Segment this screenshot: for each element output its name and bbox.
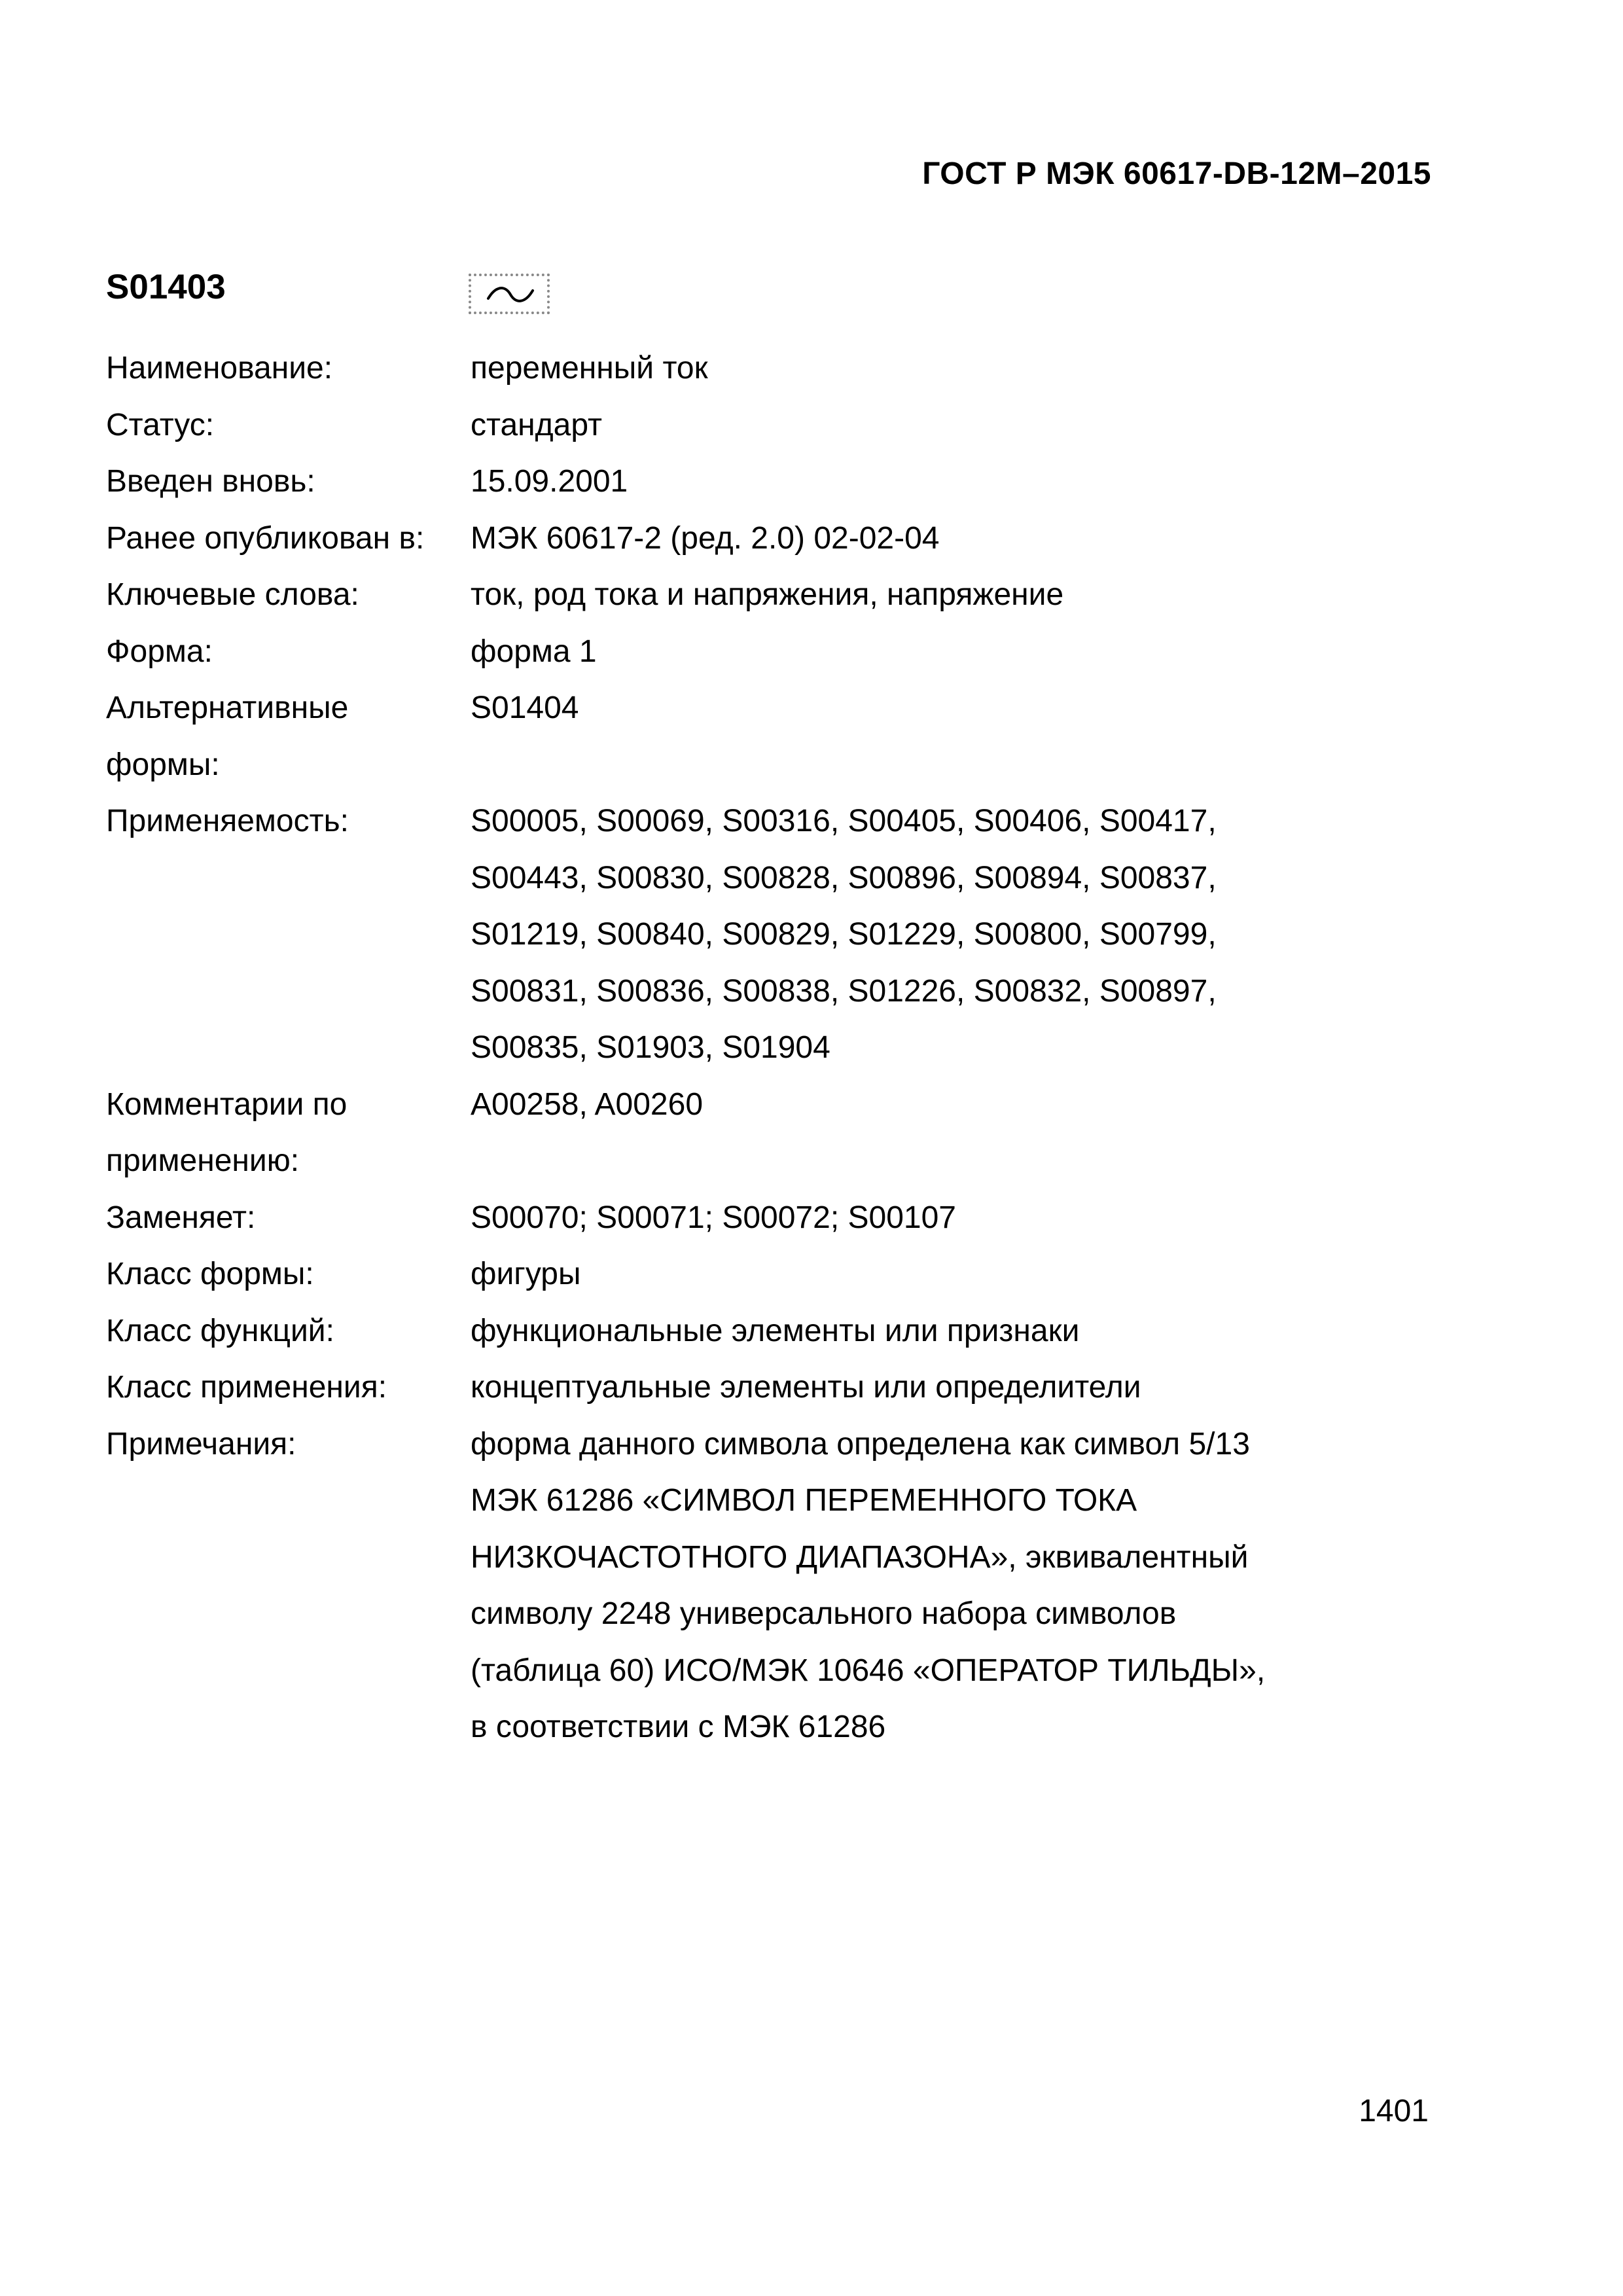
field-label-line: формы: <box>106 747 220 782</box>
symbol-attributes <box>106 340 1480 1756</box>
field-label <box>106 340 471 397</box>
field-label-line: Класс формы: <box>106 1257 314 1291</box>
field-row <box>106 1416 1480 1756</box>
field-row <box>106 1359 1480 1416</box>
field-value-line: S01404 <box>471 691 579 725</box>
field-value <box>471 680 1480 737</box>
field-value-line: концептуальные элементы или определители <box>471 1370 1141 1405</box>
document-header: ГОСТ Р МЭК 60617-DB-12M–2015 <box>922 156 1431 191</box>
field-value <box>471 397 1480 454</box>
field-value-line: S00005, S00069, S00316, S00405, S00406, S00417, <box>471 804 1217 838</box>
field-label <box>106 680 471 793</box>
field-value-line: в соответствии с МЭК 61286 <box>471 1710 886 1744</box>
field-row <box>106 454 1480 511</box>
field-value <box>471 454 1480 511</box>
field-value-line: символу 2248 универсального набора символов <box>471 1596 1177 1631</box>
field-label-line: Форма: <box>106 634 213 669</box>
field-value-line: НИЗКОЧАСТОТНОГО ДИАПАЗОНА», эквивалентный <box>471 1539 1249 1575</box>
field-value-line: S00443, S00830, S00828, S00896, S00894, S00837, <box>471 860 1217 895</box>
field-row <box>106 680 1480 793</box>
field-value-line: S01219, S00840, S00829, S01229, S00800, S00799, <box>471 917 1217 952</box>
field-value-line: S00070; S00071; S00072; S00107 <box>471 1200 956 1235</box>
field-row <box>106 1077 1480 1190</box>
field-row <box>106 340 1480 397</box>
field-row <box>106 624 1480 681</box>
field-value <box>471 1303 1480 1360</box>
field-row <box>106 793 1480 1077</box>
field-label-line: Комментарии по <box>106 1086 348 1122</box>
field-label <box>106 1190 471 1247</box>
field-value-line: МЭК 60617-2 (ред. 2.0) 02-02-04 <box>471 520 940 556</box>
field-value <box>471 1077 1480 1134</box>
field-label-line: применению: <box>106 1143 300 1178</box>
field-label <box>106 454 471 511</box>
field-label <box>106 1246 471 1303</box>
field-value-line: (таблица 60) ИСО/МЭК 10646 «ОПЕРАТОР ТИЛЬДЫ», <box>471 1653 1266 1688</box>
field-label <box>106 624 471 681</box>
field-value <box>471 511 1480 567</box>
field-row <box>106 1303 1480 1360</box>
field-label <box>106 567 471 624</box>
field-label-line: Примечания: <box>106 1426 296 1462</box>
field-label-line: Альтернативные <box>106 691 349 725</box>
field-value-line: ток, род тока и напряжения, напряжение <box>471 577 1064 612</box>
field-value-line: переменный ток <box>471 351 708 386</box>
field-row <box>106 1246 1480 1303</box>
tilde-icon <box>478 281 541 308</box>
field-value-line: фигуры <box>471 1257 581 1291</box>
field-value-line: A00258, A00260 <box>471 1086 704 1122</box>
field-row <box>106 397 1480 454</box>
field-label <box>106 1416 471 1473</box>
symbol-graphic <box>469 274 550 314</box>
field-value <box>471 793 1480 1077</box>
field-row <box>106 567 1480 624</box>
field-value-line: МЭК 61286 «СИМВОЛ ПЕРЕМЕННОГО ТОКА <box>471 1483 1137 1518</box>
field-value-line: форма данного символа определена как символ 5/13 <box>471 1426 1250 1462</box>
field-value <box>471 1190 1480 1247</box>
field-value <box>471 1246 1480 1303</box>
field-value <box>471 1416 1480 1756</box>
field-value <box>471 340 1480 397</box>
symbol-code: S01403 <box>106 268 226 306</box>
field-label <box>106 511 471 567</box>
field-value-line: форма 1 <box>471 634 597 669</box>
field-label-line: Ранее опубликован в: <box>106 520 425 556</box>
field-row <box>106 1190 1480 1247</box>
field-value-line: S00831, S00836, S00838, S01226, S00832, S00897, <box>471 973 1217 1009</box>
field-label-line: Заменяет: <box>106 1200 256 1235</box>
field-label-line: Применяемость: <box>106 804 349 838</box>
field-label <box>106 1359 471 1416</box>
field-value-line: S00835, S01903, S01904 <box>471 1030 830 1065</box>
field-value-line: функциональные элементы или признаки <box>471 1313 1080 1348</box>
field-value-line: стандарт <box>471 407 602 442</box>
field-label <box>106 1303 471 1360</box>
field-row <box>106 511 1480 567</box>
field-label <box>106 397 471 454</box>
field-label-line: Введен вновь: <box>106 464 315 499</box>
field-value <box>471 1359 1480 1416</box>
field-value <box>471 624 1480 681</box>
page-number: 1401 <box>1359 2094 1429 2128</box>
field-label-line: Класс применения: <box>106 1370 387 1405</box>
field-label-line: Статус: <box>106 407 215 442</box>
field-label <box>106 1077 471 1190</box>
field-value <box>471 567 1480 624</box>
field-label-line: Ключевые слова: <box>106 577 359 612</box>
field-label-line: Класс функций: <box>106 1313 334 1348</box>
field-value-line: 15.09.2001 <box>471 464 628 499</box>
field-label <box>106 793 471 850</box>
field-label-line: Наименование: <box>106 351 333 386</box>
